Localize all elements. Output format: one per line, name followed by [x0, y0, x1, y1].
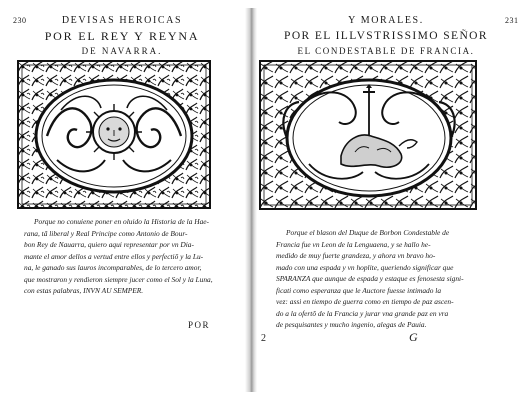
- left-body-line: con estas palabras, INVN AU SEMPER.: [24, 286, 144, 295]
- left-heading-1: DEVISAS HEROICAS: [61, 15, 183, 26]
- right-signature-mark: G: [409, 330, 418, 344]
- left-folio: 230: [13, 16, 27, 25]
- right-heading-1: Y MORALES.: [348, 15, 424, 26]
- right-heading-3: EL CONDESTABLE DE FRANCIA.: [297, 46, 475, 56]
- left-catchword: POR: [188, 320, 211, 330]
- right-body-line: vez: assi en tiempo de guerra como en tiempo de paz ascen-: [276, 297, 454, 306]
- right-body-line: SPARANZA que aunque de espada y estaque es fenosesta signi-: [276, 274, 464, 283]
- left-body-line: rana, tã liberal y Real Principe como Antonio de Bour-: [24, 228, 188, 238]
- right-body-line: do a la ofertõ de la Francia y jurar vna grande paz en vra: [276, 308, 449, 318]
- right-emblem-woodcut: [259, 60, 477, 210]
- left-body-text: [24, 216, 224, 297]
- right-body-line: Francia fue vn Leon de la Lenguaena, y se hallo he-: [276, 239, 431, 249]
- right-margin-mark: 2: [261, 333, 266, 344]
- right-body-line: de pesquisantes y mucho ingenio, alegas de Pauia.: [276, 320, 427, 329]
- book-gutter: [245, 8, 257, 392]
- right-body-line: ficati como esperanza que le Auctore fuesse intimado la: [276, 285, 442, 295]
- right-body-line: medido de muy fuerte grandeza, y ahora vn bravo ho-: [276, 251, 436, 260]
- right-body-line: Porque el blason del Duque de Borbon Condestable de: [286, 228, 450, 237]
- left-body-line: que mostraron y rendieron siempre jucer como el Sol y la Luna,: [24, 274, 213, 284]
- left-body-line: na, le ganado sus lauros incomparables, de lo tercero amor,: [24, 263, 202, 272]
- right-body-text: [276, 227, 506, 331]
- left-body-line: Porque no conuiene poner en oluido la Historia de la Hae-: [34, 217, 210, 226]
- right-heading-2: POR EL ILLVSTRISSIMO SEÑOR: [284, 30, 488, 42]
- left-page: [0, 0, 246, 400]
- right-page: [257, 0, 520, 400]
- left-body-line: bon Rey de Nauarra, quiero aqui representar por vn Dia-: [24, 240, 194, 249]
- left-heading-3: DE NAVARRA.: [81, 46, 163, 56]
- left-emblem-woodcut: [17, 60, 211, 209]
- right-folio: 231: [505, 16, 519, 25]
- right-body-line: mado con una espada y vn hoplite, queriendo significar que: [276, 262, 454, 272]
- left-body-line: mante el amor dellos a vertud entre ellos y perfectiõ y la Lu-: [24, 251, 204, 261]
- left-heading-2: POR EL REY Y REYNA: [44, 29, 200, 43]
